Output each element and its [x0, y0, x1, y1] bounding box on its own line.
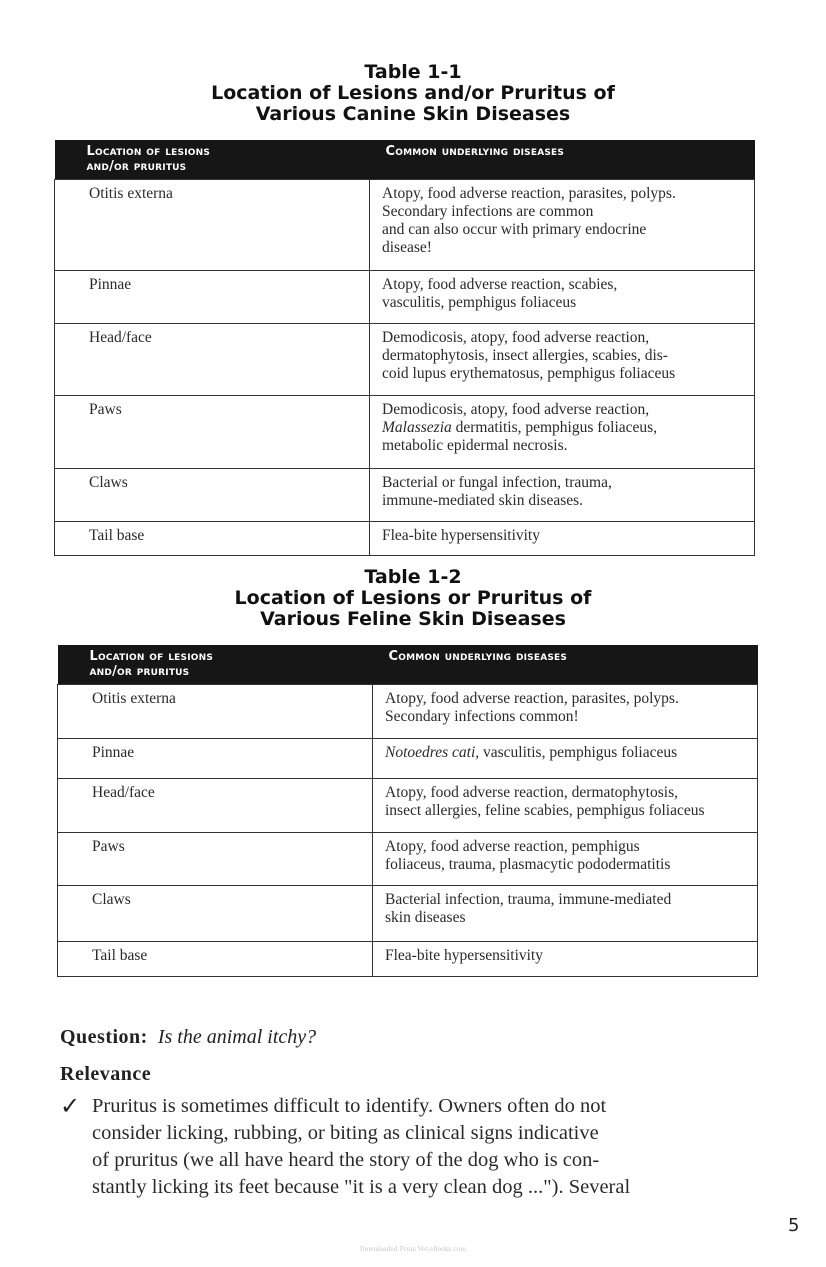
table2-header-location-line1: Location of lesions — [89, 649, 214, 664]
location-cell: Claws — [55, 469, 370, 522]
disease-line: Demodicosis, atopy, food adverse reaction, — [382, 401, 650, 418]
table-row — [55, 522, 755, 556]
disease-line: Secondary infections common! — [385, 708, 579, 725]
table2-header-location-line2: and/or pruritus — [89, 664, 190, 679]
italic-genus: Malassezia — [382, 419, 452, 436]
diseases-cell — [370, 522, 755, 556]
relevance-paragraph — [92, 1093, 752, 1201]
question-text: Is the animal itchy? — [157, 1026, 317, 1048]
disease-line — [382, 419, 746, 437]
table-row — [58, 886, 758, 942]
diseases-cell — [370, 271, 755, 324]
disease-line: Atopy, food adverse reaction, parasites, polyps. — [385, 690, 679, 707]
diseases-cell — [373, 886, 758, 942]
location-cell: Otitis externa — [58, 685, 373, 739]
paragraph-line: of pruritus (we all have heard the story of the dog who is con- — [92, 1149, 600, 1171]
page-number: 5 — [788, 1215, 800, 1236]
table1-header-location-line1: Location of lesions — [86, 144, 211, 159]
location-cell: Pinnae — [55, 271, 370, 324]
disease-line: Atopy, food adverse reaction, parasites, polyps. — [382, 185, 676, 202]
diseases-cell — [373, 779, 758, 833]
disease-line: metabolic epidermal necrosis. — [382, 437, 568, 454]
table1-title — [0, 62, 826, 125]
table-row — [58, 942, 758, 977]
disease-line: and can also occur with primary endocrine — [382, 221, 647, 238]
disease-line: immune-mediated skin diseases. — [382, 492, 584, 509]
disease-line-rest: vasculitis, pemphigus foliaceus — [479, 744, 678, 761]
diseases-cell — [370, 469, 755, 522]
diseases-cell — [373, 942, 758, 977]
question — [60, 1026, 316, 1049]
disease-line: disease! — [382, 239, 432, 256]
table-row — [55, 324, 755, 396]
disease-line: Flea-bite hypersensitivity — [382, 527, 540, 544]
location-cell: Paws — [58, 833, 373, 886]
disease-line: foliaceus, trauma, plasmacytic pododermatitis — [385, 856, 671, 873]
disease-line: Atopy, food adverse reaction, pemphigus — [385, 838, 640, 855]
paragraph-line: stantly licking its feet because "it is a very clean dog ..."). Several — [92, 1176, 631, 1198]
table-row — [55, 469, 755, 522]
disease-line: dermatophytosis, insect allergies, scabies, dis- — [382, 347, 668, 364]
paragraph-line: consider licking, rubbing, or biting as clinical signs indicative — [92, 1122, 599, 1144]
diseases-cell — [373, 833, 758, 886]
table-row — [55, 396, 755, 469]
disease-line: vasculitis, pemphigus foliaceus — [382, 294, 577, 311]
table-row — [58, 779, 758, 833]
table2-header-location — [58, 645, 373, 685]
diseases-cell — [370, 324, 755, 396]
disease-line: Secondary infections are common — [382, 203, 594, 220]
disease-line: Demodicosis, atopy, food adverse reaction, — [382, 329, 650, 346]
diseases-cell — [373, 739, 758, 779]
location-cell: Otitis externa — [55, 180, 370, 271]
table1-canine — [54, 140, 755, 556]
disease-line: Bacterial or fungal infection, trauma, — [382, 474, 612, 491]
table1-title-line2: Various Canine Skin Diseases — [255, 103, 571, 125]
table1-label: Table 1-1 — [364, 61, 462, 83]
disease-line: Atopy, food adverse reaction, scabies, — [382, 276, 618, 293]
table2-header-diseases: Common underlying diseases — [373, 645, 758, 685]
watermark: Downloaded From Vet-eBooks.com — [359, 1246, 467, 1253]
diseases-cell — [370, 180, 755, 271]
location-cell: Tail base — [58, 942, 373, 977]
checkmark-icon: ✓ — [60, 1092, 81, 1120]
location-cell: Head/face — [55, 324, 370, 396]
table2-title — [0, 567, 826, 630]
table2-title-line1: Location of Lesions or Pruritus of — [234, 587, 592, 609]
location-cell: Pinnae — [58, 739, 373, 779]
table2-feline — [57, 645, 758, 977]
location-cell: Claws — [58, 886, 373, 942]
italic-species: Notoedres cati, — [385, 744, 480, 761]
table-row — [58, 685, 758, 739]
disease-line — [385, 744, 749, 762]
question-label: Question: — [60, 1026, 148, 1048]
disease-line: coid lupus erythematosus, pemphigus foliaceus — [382, 365, 676, 382]
disease-line: Bacterial infection, trauma, immune-mediated — [385, 891, 672, 908]
location-cell: Tail base — [55, 522, 370, 556]
table2-label: Table 1-2 — [364, 566, 462, 588]
disease-line: skin diseases — [385, 909, 466, 926]
table1-header-row — [55, 140, 755, 180]
paragraph-line: Pruritus is sometimes difficult to identify. Owners often do not — [92, 1095, 607, 1117]
table-row — [58, 739, 758, 779]
table2-title-line2: Various Feline Skin Diseases — [260, 608, 566, 630]
disease-line: insect allergies, feline scabies, pemphigus foliaceus — [385, 802, 705, 819]
table1-header-diseases: Common underlying diseases — [370, 140, 755, 180]
table1-title-line1: Location of Lesions and/or Pruritus of — [211, 82, 615, 104]
table-row — [55, 271, 755, 324]
location-cell: Head/face — [58, 779, 373, 833]
relevance-heading: Relevance — [60, 1063, 152, 1085]
table-row — [58, 833, 758, 886]
table-row — [55, 180, 755, 271]
diseases-cell — [370, 396, 755, 469]
disease-line: Flea-bite hypersensitivity — [385, 947, 543, 964]
diseases-cell — [373, 685, 758, 739]
disease-line-rest: dermatitis, pemphigus foliaceus, — [451, 419, 658, 436]
location-cell: Paws — [55, 396, 370, 469]
disease-line: Atopy, food adverse reaction, dermatophytosis, — [385, 784, 678, 801]
table1-header-location — [55, 140, 370, 180]
table2-header-row — [58, 645, 758, 685]
table1-header-location-line2: and/or pruritus — [86, 159, 187, 174]
